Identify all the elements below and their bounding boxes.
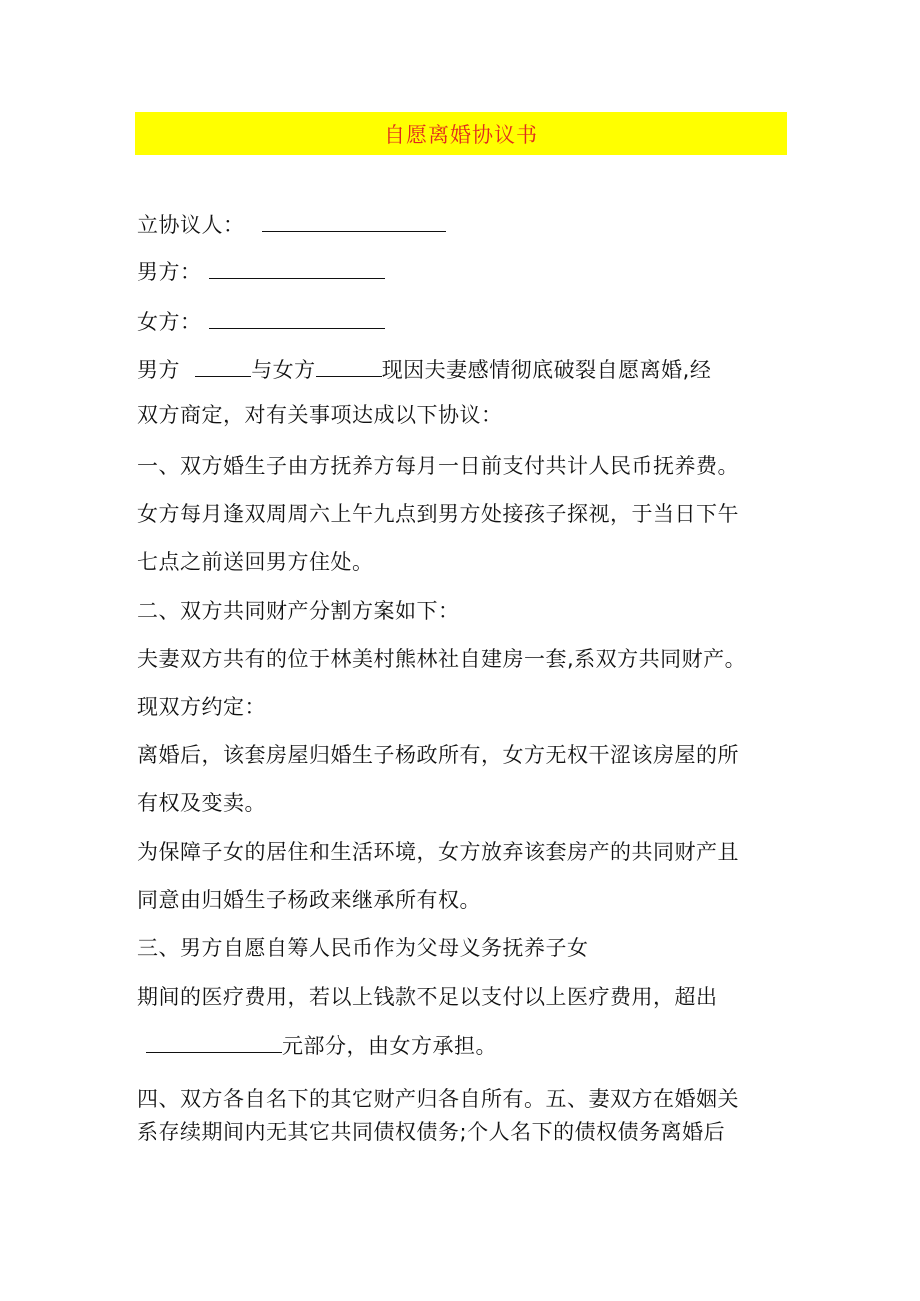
male-blank[interactable] xyxy=(209,256,385,279)
intro-male-blank[interactable] xyxy=(195,354,251,377)
document-title: 自愿离婚协议书 xyxy=(384,122,538,147)
clause2-line6: 同意由归婚生子杨政来继承所有权。 xyxy=(137,888,481,912)
female-label: 女方： xyxy=(137,310,202,334)
clause3-line2: 期间的医疗费用，若以上钱款不足以支付以上医疗费用，超出 xyxy=(137,985,718,1009)
clause1-line2: 女方每月逢双周周六上午九点到男方处接孩子探视，于当日下午 xyxy=(137,502,739,526)
medical-amount-blank[interactable] xyxy=(146,1030,282,1053)
male-line xyxy=(137,256,385,287)
intro-female-blank[interactable] xyxy=(316,354,382,377)
female-line xyxy=(137,306,385,337)
intro-part1: 男方 xyxy=(137,358,180,382)
clause1-line3: 七点之前送回男方住处。 xyxy=(137,550,374,574)
title-banner xyxy=(135,112,787,155)
intro-part3: 现因夫妻感情彻底破裂自愿离婚,经 xyxy=(381,358,712,382)
clause2-line3: 离婚后，该套房屋归婚生子杨政所有，女方无权干涩该房屋的所 xyxy=(137,743,739,767)
signatory-label: 立协议人： xyxy=(137,213,245,237)
intro-line-1 xyxy=(137,354,711,385)
clause1-line1: 一、双方婚生子由方抚养方每月一日前支付共计人民币抚养费。 xyxy=(137,454,739,478)
intro-part2: 与女方 xyxy=(251,358,316,382)
clause2-line2: 现双方约定： xyxy=(137,695,266,719)
clause4-line2: 系存续期间内无其它共同债权债务;个人名下的债权债务离婚后 xyxy=(137,1120,726,1144)
female-blank[interactable] xyxy=(209,306,385,329)
intro-line-2: 双方商定，对有关事项达成以下协议： xyxy=(137,403,503,427)
clause2-line1: 夫妻双方共有的位于林美村熊林社自建房一套,系双方共同财产。 xyxy=(137,647,747,671)
male-label: 男方： xyxy=(137,260,202,284)
signatory-line xyxy=(137,209,446,240)
clause3-line3 xyxy=(137,1030,497,1061)
clause2-line5: 为保障子女的居住和生活环境，女方放弃该套房产的共同财产且 xyxy=(137,840,739,864)
clause3-line1: 三、男方自愿自筹人民币作为父母义务抚养子女 xyxy=(137,936,589,960)
clause4-line1: 四、双方各自名下的其它财产归各自所有。五、妻双方在婚姻关 xyxy=(137,1087,739,1111)
signatory-blank[interactable] xyxy=(262,209,446,232)
clause3-line3-text: 元部分，由女方承担。 xyxy=(282,1034,497,1058)
clause2-line4: 有权及变卖。 xyxy=(137,791,266,815)
clause2-heading: 二、双方共同财产分割方案如下： xyxy=(137,599,460,623)
